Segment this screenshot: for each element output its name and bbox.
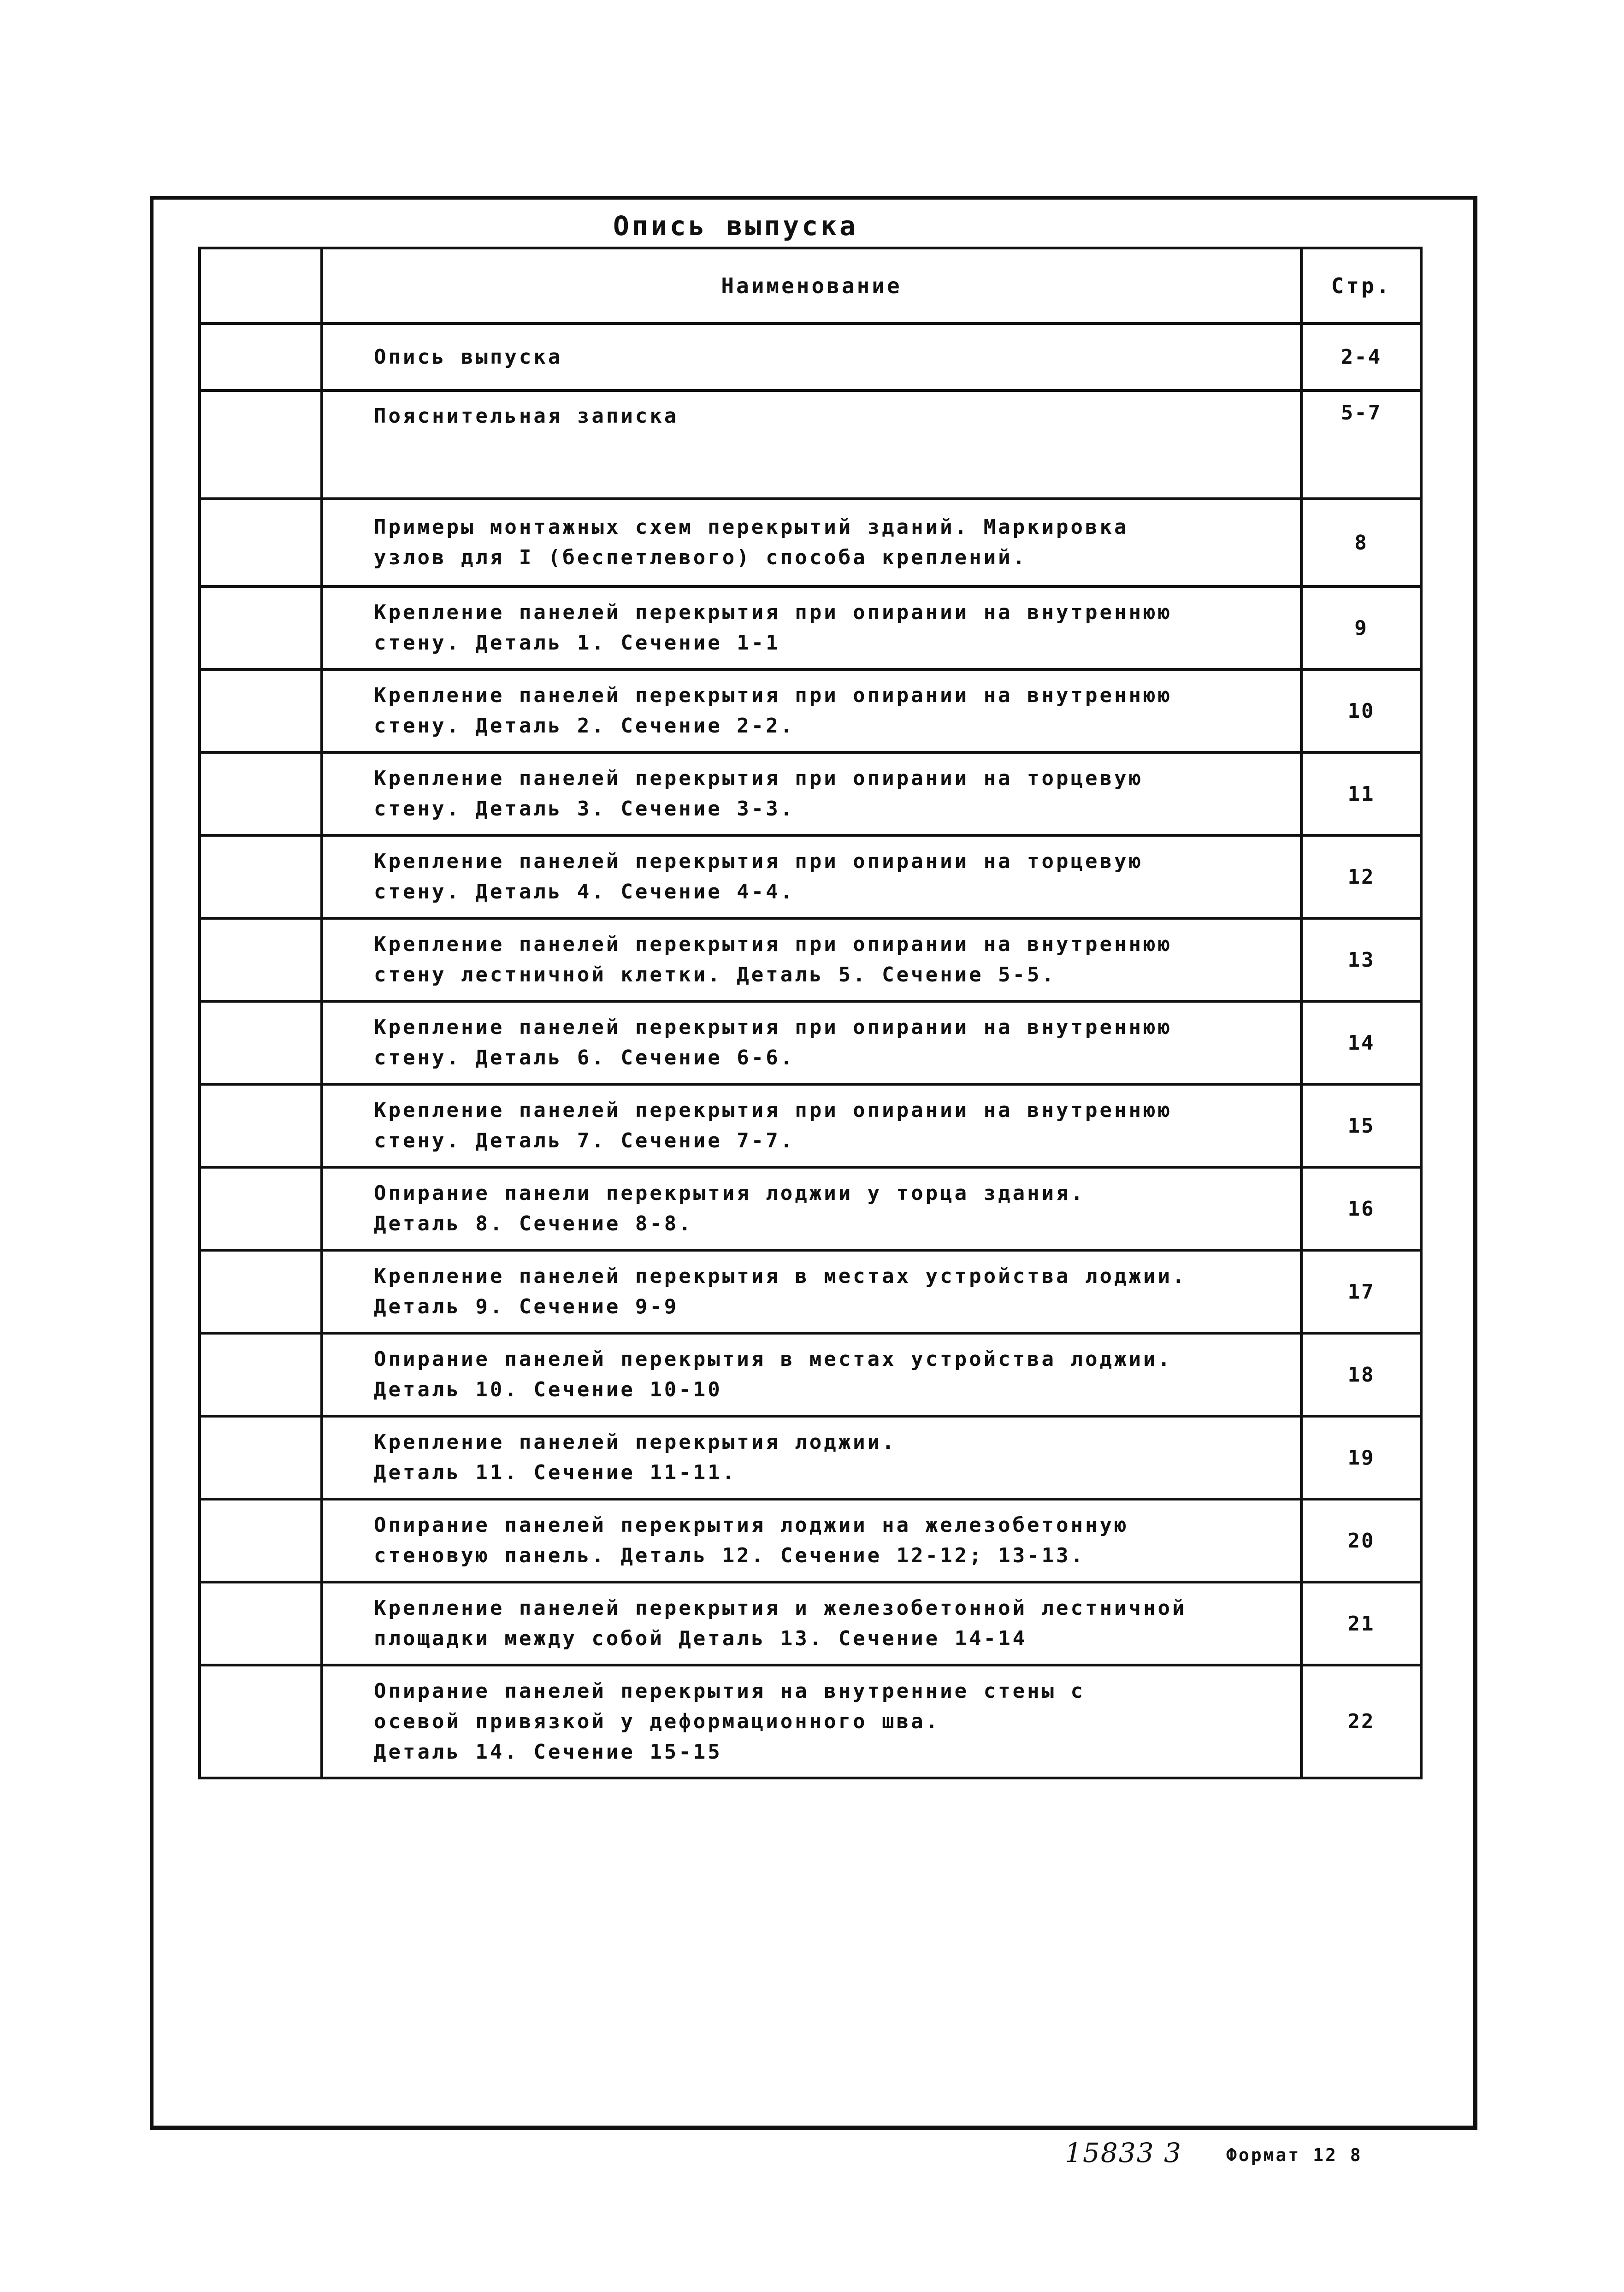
row-page: 19: [1301, 1416, 1421, 1499]
row-page: 9: [1301, 586, 1421, 669]
row-page: 10: [1301, 669, 1421, 752]
row-blank-cell: [200, 1001, 322, 1084]
row-name: Крепление панелей перекрытия при опирании на внутреннюю стену. Деталь 2. Сечение 2-2.: [322, 669, 1301, 752]
row-name: Крепление панелей перекрытия при опирании на внутреннюю стену. Деталь 7. Сечение 7-7.: [322, 1084, 1301, 1167]
row-name: Крепление панелей перекрытия при опирании на внутреннюю стену лестничной клетки. Деталь 5. Сечение 5-5.: [322, 918, 1301, 1001]
row-page: 12: [1301, 835, 1421, 918]
row-name: Опирание панелей перекрытия лоджии на железобетонную стеновую панель. Деталь 12. Сечение 12-12; 13-13.: [322, 1499, 1301, 1582]
row-name: Крепление панелей перекрытия при опирании на внутреннюю стену. Деталь 1. Сечение 1-1: [322, 586, 1301, 669]
row-page: 8: [1301, 499, 1421, 586]
table-row: [200, 1084, 1421, 1167]
header-blank: [200, 248, 322, 324]
row-page: 2-4: [1301, 324, 1421, 390]
header-page: Стр.: [1301, 248, 1421, 324]
table-row: [200, 669, 1421, 752]
row-blank-cell: [200, 1333, 322, 1416]
row-blank-cell: [200, 499, 322, 586]
row-blank-cell: [200, 1084, 322, 1167]
table-row: [200, 586, 1421, 669]
contents-table: [198, 247, 1423, 1779]
table-row: [200, 1665, 1421, 1778]
table-row: [200, 390, 1421, 499]
table-row: [200, 1001, 1421, 1084]
row-blank-cell: [200, 1250, 322, 1333]
row-page: 21: [1301, 1582, 1421, 1665]
table-row: [200, 1333, 1421, 1416]
table-row: [200, 1416, 1421, 1499]
row-blank-cell: [200, 586, 322, 669]
row-blank-cell: [200, 324, 322, 390]
document-code: 15833 3: [1065, 2137, 1182, 2168]
row-name: Крепление панелей перекрытия и железобетонной лестничной площадки между собой Деталь 13. Сечение 14-14: [322, 1582, 1301, 1665]
table-row: [200, 1499, 1421, 1582]
row-page: 11: [1301, 752, 1421, 835]
table-row: [200, 752, 1421, 835]
row-name: Опирание панели перекрытия лоджии у торца здания. Деталь 8. Сечение 8-8.: [322, 1167, 1301, 1250]
row-blank-cell: [200, 1582, 322, 1665]
row-blank-cell: [200, 835, 322, 918]
row-blank-cell: [200, 1499, 322, 1582]
table-row: [200, 1582, 1421, 1665]
row-name: Опирание панелей перекрытия на внутренние стены с осевой привязкой у деформационного шва. Деталь 14. Сечение 15-15: [322, 1665, 1301, 1778]
row-name: Примеры монтажных схем перекрытий зданий. Маркировка узлов для I (беспетлевого) способа креплений.: [322, 499, 1301, 586]
row-name: Крепление панелей перекрытия лоджии. Деталь 11. Сечение 11-11.: [322, 1416, 1301, 1499]
table-row: [200, 324, 1421, 390]
row-name: Крепление панелей перекрытия при опирании на внутреннюю стену. Деталь 6. Сечение 6-6.: [322, 1001, 1301, 1084]
table-row: [200, 499, 1421, 586]
row-name: Пояснительная записка: [322, 390, 1301, 499]
row-page: 17: [1301, 1250, 1421, 1333]
row-blank-cell: [200, 752, 322, 835]
table-row: [200, 1167, 1421, 1250]
document-title: Опись выпуска: [613, 210, 858, 242]
row-blank-cell: [200, 669, 322, 752]
header-name: Наименование: [322, 248, 1301, 324]
row-blank-cell: [200, 1665, 322, 1778]
table-row: [200, 835, 1421, 918]
row-blank-cell: [200, 1167, 322, 1250]
row-page: 13: [1301, 918, 1421, 1001]
row-name: Крепление панелей перекрытия при опирании на торцевую стену. Деталь 3. Сечение 3-3.: [322, 752, 1301, 835]
table-header-row: [200, 248, 1421, 324]
table-row: [200, 918, 1421, 1001]
table-row: [200, 1250, 1421, 1333]
row-page: 22: [1301, 1665, 1421, 1778]
row-page: 5-7: [1301, 390, 1421, 499]
row-page: 15: [1301, 1084, 1421, 1167]
row-name: Крепление панелей перекрытия в местах устройства лоджии. Деталь 9. Сечение 9-9: [322, 1250, 1301, 1333]
row-blank-cell: [200, 390, 322, 499]
row-page: 18: [1301, 1333, 1421, 1416]
row-page: 20: [1301, 1499, 1421, 1582]
row-name: Опись выпуска: [322, 324, 1301, 390]
row-page: 16: [1301, 1167, 1421, 1250]
row-blank-cell: [200, 1416, 322, 1499]
row-blank-cell: [200, 918, 322, 1001]
row-page: 14: [1301, 1001, 1421, 1084]
page-format-label: Формат 12 8: [1226, 2145, 1363, 2165]
row-name: Опирание панелей перекрытия в местах устройства лоджии. Деталь 10. Сечение 10-10: [322, 1333, 1301, 1416]
row-name: Крепление панелей перекрытия при опирании на торцевую стену. Деталь 4. Сечение 4-4.: [322, 835, 1301, 918]
